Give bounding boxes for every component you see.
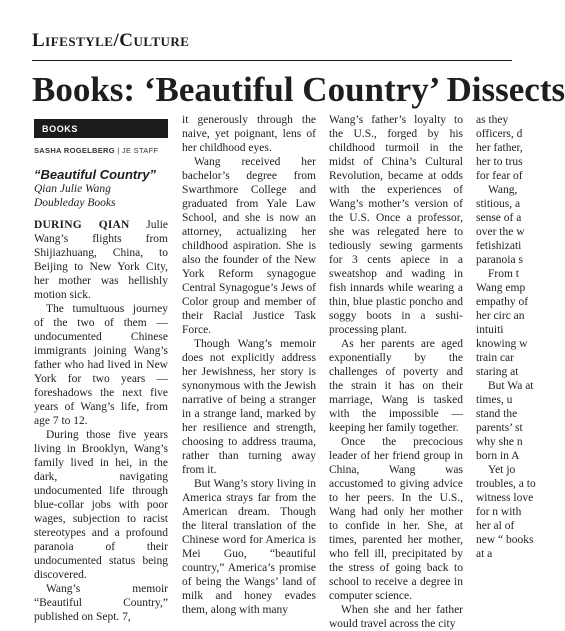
section-divider bbox=[32, 60, 512, 61]
paragraph: From t Wang emp empathy of her circ an intuiti knowing w train car staring at bbox=[476, 268, 529, 378]
paragraph: Though Wang’s memoir does not explicitly address her Jewishness, her story is synonymous with the Jewish narrative of being a stranger in a strange land, marked by her resilience and strength, choosing to address trauma, rather than turning away from it. bbox=[182, 338, 316, 476]
paragraph: Wang’s memoir “Beautiful Country,” published on Sept. 7, bbox=[34, 583, 168, 623]
lead-in: DURING QIAN bbox=[34, 219, 130, 231]
paragraph: As her parents are aged exponentially by the challenges of poverty and the strain it has on their marriage, Wang is tasked with the impossible — keeping her family together. bbox=[329, 338, 463, 434]
article-column-4 bbox=[476, 113, 536, 560]
paragraph: Wang, stitious, a sense of a over the w fetishizati paranoia s bbox=[476, 184, 525, 266]
paragraph: Once the precocious leader of her friend group in China, Wang was accustomed to giving advice to her peers. In the U.S., Wang had only her mother to confide in her. She, at times, parented her mother, who fell ill, precipitated by the stress of going back to school to receive a degree in computer science. bbox=[329, 436, 463, 602]
paragraph: The tumultuous journey of the two of them — undocumented Chinese immigrants joining Wang’s father who had lived in New York for two years — foreshadows the next five years of Wang’s life, from age 7 to 12. bbox=[34, 303, 168, 427]
book-meta bbox=[34, 182, 168, 210]
paragraph: Yet jo troubles, a to witness love for n with her al of new “ books at a bbox=[476, 464, 536, 560]
paragraph: During those five years living in Brooklyn, Wang’s family lived in hei, in the dark, navigating undocumented life through blue-collar jobs with poor wages, subjection to racist stereotypes and a profound paranoia of their undocumented status being discovered. bbox=[34, 429, 168, 581]
section-title: Lifestyle/Culture bbox=[32, 30, 190, 51]
paragraph-lead-text: Julie Wang’s flights from Shijiazhuang, China, to Beijing to New York City, her mother was hellishly motion sick. bbox=[34, 219, 168, 301]
byline-author: SASHA ROGELBERG bbox=[34, 146, 115, 155]
byline-role: | JE STAFF bbox=[114, 146, 159, 155]
paragraph: as they officers, d her father, her to trus for fear of bbox=[476, 114, 523, 182]
article-column-3 bbox=[329, 113, 463, 630]
paragraph: it generously through the naive, yet poignant, lens of her childhood eyes. bbox=[182, 114, 316, 154]
book-publisher: Doubleday Books bbox=[34, 197, 116, 209]
paragraph-lead bbox=[34, 218, 168, 302]
article-column-1 bbox=[34, 113, 168, 623]
byline bbox=[34, 144, 168, 158]
paragraph: Wang’s father’s loyalty to the U.S., forged by his childhood turmoil in the midst of China’s Cultural Revolution, became at odds with the experiences of Wang’s mother’s version of the U.S. Once a professor, she was relegated here to tediously sewing garments for 3 cents apiece in a sweatshop and wading in fish innards while wearing a thin, blue plastic poncho and soggy boots in a sushi-processing plant. bbox=[329, 114, 463, 336]
paragraph: But Wa at times, u stand the parents’ st why she n born in A bbox=[476, 380, 534, 462]
book-author: Qian Julie Wang bbox=[34, 183, 111, 195]
paragraph: But Wang’s story living in America strays far from the American dream. Though the literal translation of the Chinese word for America is Mei Guo, “beautiful country,” America’s promise of being the Wangs’ land of milk and honey evades them, along with many bbox=[182, 478, 316, 616]
article-headline: Books: ‘Beautiful Country’ Dissects bbox=[32, 70, 565, 109]
book-title: “Beautiful Country” bbox=[34, 167, 157, 182]
paragraph: When she and her father would travel across the city bbox=[329, 604, 463, 630]
article-column-2 bbox=[182, 113, 316, 616]
category-badge: BOOKS bbox=[34, 119, 168, 138]
paragraph: Wang received her bachelor’s degree from Swarthmore College and graduated from Yale Law School, and she is now an attorney, actualizing her childhood aspiration. She is also the founder of the New York Reform synagogue Central Synagogue’s Jews of Color group and member of their Racial Justice Task Force. bbox=[182, 156, 316, 336]
